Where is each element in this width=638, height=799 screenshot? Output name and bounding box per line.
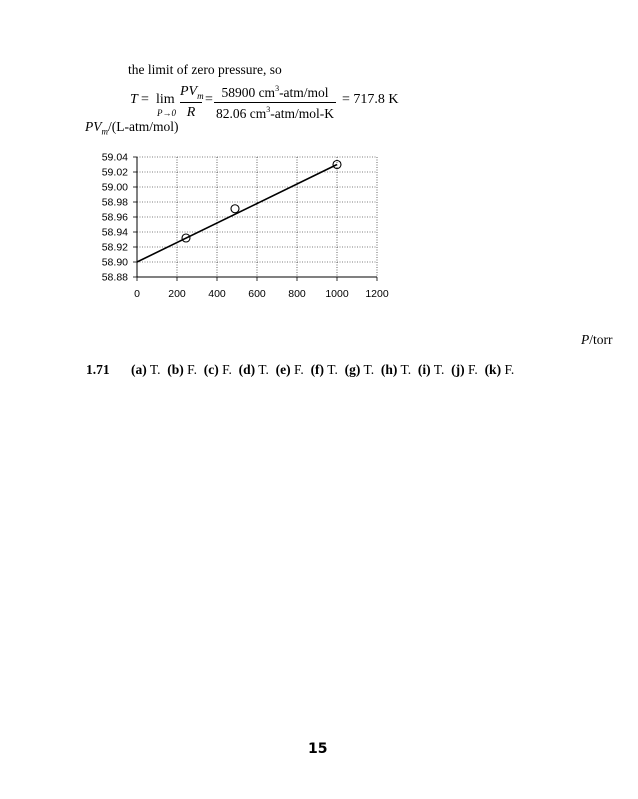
x-tick-label: 800: [288, 288, 306, 300]
answer-line: [86, 362, 521, 378]
x-tick-label: 1000: [325, 288, 349, 300]
equals-sign: =: [205, 92, 213, 107]
x-tick-label: 200: [168, 288, 186, 300]
y-tick-label: 59.02: [101, 166, 128, 179]
y-tick-label: 58.98: [101, 196, 128, 209]
answer-label: (g): [344, 362, 361, 377]
answer-label: (f): [310, 362, 325, 377]
answer-label: (j): [451, 362, 465, 377]
answer-label: (e): [275, 362, 291, 377]
y-tick-label: 58.90: [101, 256, 128, 269]
fraction-values: 58900 $cm^3-atm$/mol 82.06 $cm^3-atm/mol-K$: [216, 84, 334, 121]
answer-value: T.: [430, 362, 452, 377]
data-point: [231, 205, 239, 213]
x-tick-label: 1200: [365, 288, 389, 300]
intro-text: the limit of zero pressure, so: [128, 62, 282, 77]
fraction-pv-over-r: $PV_m$ R: [180, 84, 204, 120]
equation-result: = 717.8 K: [342, 92, 399, 107]
answer-value: F.: [464, 362, 485, 377]
answer-value: F.: [290, 362, 311, 377]
answer-value: T.: [360, 362, 381, 377]
y-tick-label: 59.00: [101, 181, 128, 194]
answer-label: (a): [131, 362, 147, 377]
answer-value: T.: [146, 362, 168, 377]
answer-label: (c): [203, 362, 219, 377]
answer-label: (d): [238, 362, 256, 377]
answer-value: T.: [324, 362, 345, 377]
answer-value: F.: [183, 362, 204, 377]
page-number: 15: [308, 741, 328, 757]
fit-line: [137, 165, 337, 263]
chart: [0, 140, 638, 460]
answer-label: (b): [167, 362, 184, 377]
answer-value: F.: [501, 362, 521, 377]
answer-value: T.: [397, 362, 418, 377]
problem-number: 1.71: [86, 362, 110, 377]
answer-label: (i): [417, 362, 431, 377]
x-tick-label: 0: [134, 288, 140, 300]
limit-operator: lim: [156, 92, 175, 107]
y-tick-label: 58.88: [101, 271, 128, 284]
y-axis-label: $PV_m/(L-atm/mol)$: [85, 119, 179, 137]
answer-label: (k): [484, 362, 502, 377]
y-tick-label: 58.94: [101, 226, 128, 239]
answer-label: (h): [380, 362, 398, 377]
answer-value: F.: [218, 362, 239, 377]
y-tick-label: 59.04: [101, 151, 128, 164]
x-tick-label: 400: [208, 288, 226, 300]
x-tick-label: 600: [248, 288, 266, 300]
limit-subscript: P→0: [157, 108, 176, 118]
answer-value: T.: [255, 362, 276, 377]
equation-lhs: T =: [130, 92, 149, 107]
x-axis-label: P/torr: [581, 332, 613, 347]
y-tick-label: 58.96: [101, 211, 128, 224]
y-tick-label: 58.92: [101, 241, 128, 254]
